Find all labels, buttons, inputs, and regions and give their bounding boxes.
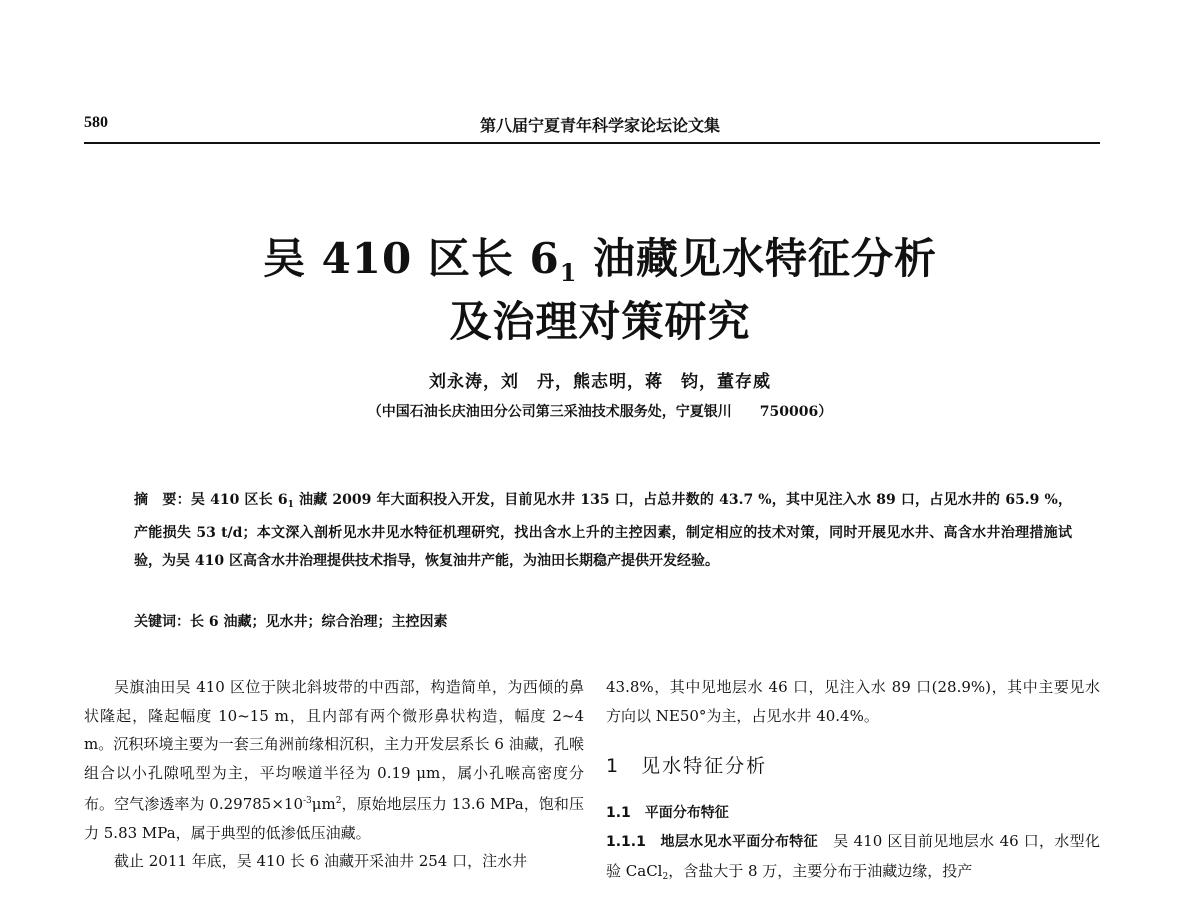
title-prefix: 吴 410 区长 6 [262, 234, 560, 283]
formation-water-text-a: 吴 410 区目前见地层水 46 口，水型化验 CaCl [606, 832, 1100, 880]
abstract-subscript: 1 [287, 500, 294, 510]
keywords-label: 关键词： [134, 614, 190, 630]
subsection-heading-1-1: 1.1 平面分布特征 [606, 804, 729, 821]
intro-text-c: ，原始地层压力 13.6 MPa，饱和压力 5.83 MPa，属于典型的低渗低压油藏。 [84, 795, 584, 842]
title-suffix: 油藏见水特征分析 [577, 234, 938, 283]
running-header: 第八届宁夏青年科学家论坛论文集 [479, 116, 720, 135]
paper-title-line-1 [0, 226, 1200, 287]
section-heading-1: 1 见水特征分析 [606, 755, 768, 777]
intro-text-b: μm [311, 795, 336, 813]
formation-water-subscript: 2 [662, 871, 669, 882]
intro-sup: -3 [303, 796, 312, 806]
paper-title-line-2: 及治理对策研究 [449, 297, 751, 346]
keywords [134, 608, 1072, 636]
right-column [606, 673, 1100, 891]
abstract-text-2: 油藏 2009 年大面积投入开发，目前见水井 135 口，占总井数的 43.7 %，其中见注入水 89 口，占见水井的 65.9 %，产能损失 53 t/d；本文深入剖析见水井见水特征机理研究，找出含水上升的主控因素，制定相应的技术对策，同时开展见水井、高含水井治理措施试验，为吴 410 区高含水井治理提供技术指导，恢复油井产能，为油田长期稳产提供开发经验。 [134, 492, 1072, 569]
status-paragraph: 截止 2011 年底，吴 410 长 6 油藏开采油井 254 口，注水井 [114, 852, 528, 870]
intro-sup-2: 2 [335, 796, 342, 806]
header-rule [84, 142, 1100, 144]
page-number: 580 [84, 114, 108, 131]
abstract-label: 摘 要： [134, 492, 191, 508]
formation-water-text-b: ，含盐大于 8 万，主要分布于油藏边缘，投产 [668, 861, 973, 880]
abstract-text-1: 吴 410 区长 6 [190, 492, 288, 508]
authors: 刘永涛，刘 丹，熊志明，蒋 钧，董存威 [429, 372, 771, 392]
formation-water-paragraph [606, 827, 1100, 891]
continuation-paragraph: 43.8%，其中见地层水 46 口，见注入水 89 口(28.9%)，其中主要见水方向以 NE50°为主，占见水井 40.4%。 [606, 678, 1100, 725]
affiliation: （中国石油长庆油田分公司第三采油技术服务处，宁夏银川 750006） [367, 404, 833, 420]
left-column [84, 673, 584, 876]
subsubsection-heading-1-1-1: 1.1.1 地层水见水平面分布特征 [606, 834, 818, 850]
intro-paragraph [84, 673, 584, 847]
title-subscript: 1 [559, 258, 578, 287]
intro-text-a: 吴旗油田吴 410 区位于陕北斜坡带的中西部，构造简单，为西倾的鼻状隆起，隆起幅度 10~15 m，且内部有两个微形鼻状构造，幅度 2~4 m。沉积环境主要为一套三角洲前缘相沉积，主力开发层系长 6 油藏，孔喉组合以小孔隙吼型为主，平均喉道半径为 0.19 μm，属小孔喉高密度分布。空气渗透率为 0.29785×10 [84, 678, 584, 813]
keywords-text: 长 6 油藏；见水井；综合治理；主控因素 [190, 614, 448, 630]
abstract [134, 486, 1072, 575]
